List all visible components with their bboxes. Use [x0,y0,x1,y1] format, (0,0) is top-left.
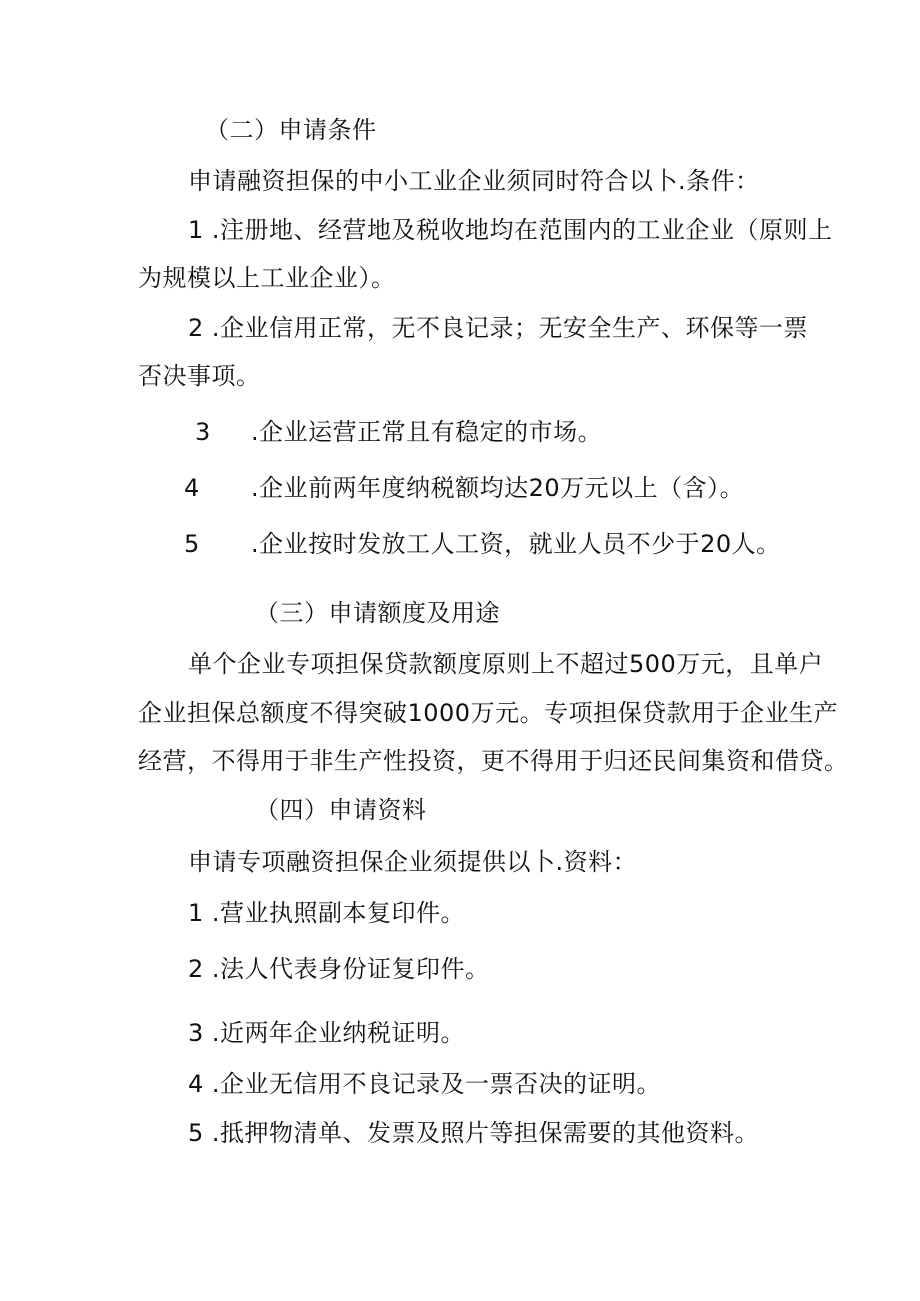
list-item-text: .抵押物清单、发票及照片等担保需要的其他资料。 [211,1119,760,1147]
list-item-text: .注册地、经营地及税收地均在范围内的工业企业（原则上 [211,216,833,244]
section-intro-2: 申请融资担保的中小工业企业须同时符合以卜.条件： [188,167,760,195]
list-item-text: .企业无信用不良记录及一票否决的证明。 [211,1070,662,1098]
list-item-number: 1 [188,216,204,244]
list-item-2-4 [184,472,744,504]
list-item-4-3 [188,1017,465,1049]
list-item-number: 3 [188,1019,204,1047]
list-item-2-3 [195,416,602,448]
section-heading-4: （四）申请资料 [255,796,427,824]
list-item-number: 2 [188,955,204,983]
list-item-text: .企业前两年度纳税额均达20万元以上（含）。 [251,474,745,502]
list-item-4-2 [188,953,490,985]
list-item-number: 4 [184,474,200,502]
list-item-text: .企业信用正常，无不良记录；无安全生产、环保等一票 [211,314,809,342]
list-item-number: 1 [188,899,204,927]
list-item-2-5 [184,528,781,560]
list-item-number: 5 [184,530,200,558]
section-heading-3: （三）申请额度及用途 [255,599,500,627]
list-item-number: 5 [188,1119,204,1147]
list-item-text: .法人代表身份证复印件。 [211,955,490,983]
list-item-text: .企业运营正常且有稳定的市场。 [251,418,603,446]
list-item-2-1 [188,214,833,246]
paragraph-line: 单个企业专项担保贷款额度原则上不超过500万元，且单户 [188,650,824,678]
list-item-text: .近两年企业纳税证明。 [211,1019,466,1047]
list-item-4-5 [188,1117,759,1149]
section-heading-2: （二）申请条件 [205,116,377,144]
list-item-4-1 [188,897,465,929]
list-item-2-2-continued: 否决事项。 [138,362,261,390]
list-item-text: .营业执照副本复印件。 [211,899,466,927]
list-item-text: .企业按时发放工人工资，就业人员不少于20人。 [251,530,781,558]
list-item-2-1-continued: 为规模以上工业企业）。 [138,264,396,292]
paragraph-line: 经营，不得用于非生产性投资，更不得用于归还民间集资和借贷。 [138,747,849,775]
list-item-4-4 [188,1068,661,1100]
paragraph-line: 企业担保总额度不得突破1000万元。专项担保贷款用于企业生产 [138,699,839,727]
list-item-number: 4 [188,1070,204,1098]
list-item-2-2 [188,312,808,344]
list-item-number: 3 [195,418,211,446]
section-intro-4: 申请专项融资担保企业须提供以卜.资料： [188,848,638,876]
list-item-number: 2 [188,314,204,342]
